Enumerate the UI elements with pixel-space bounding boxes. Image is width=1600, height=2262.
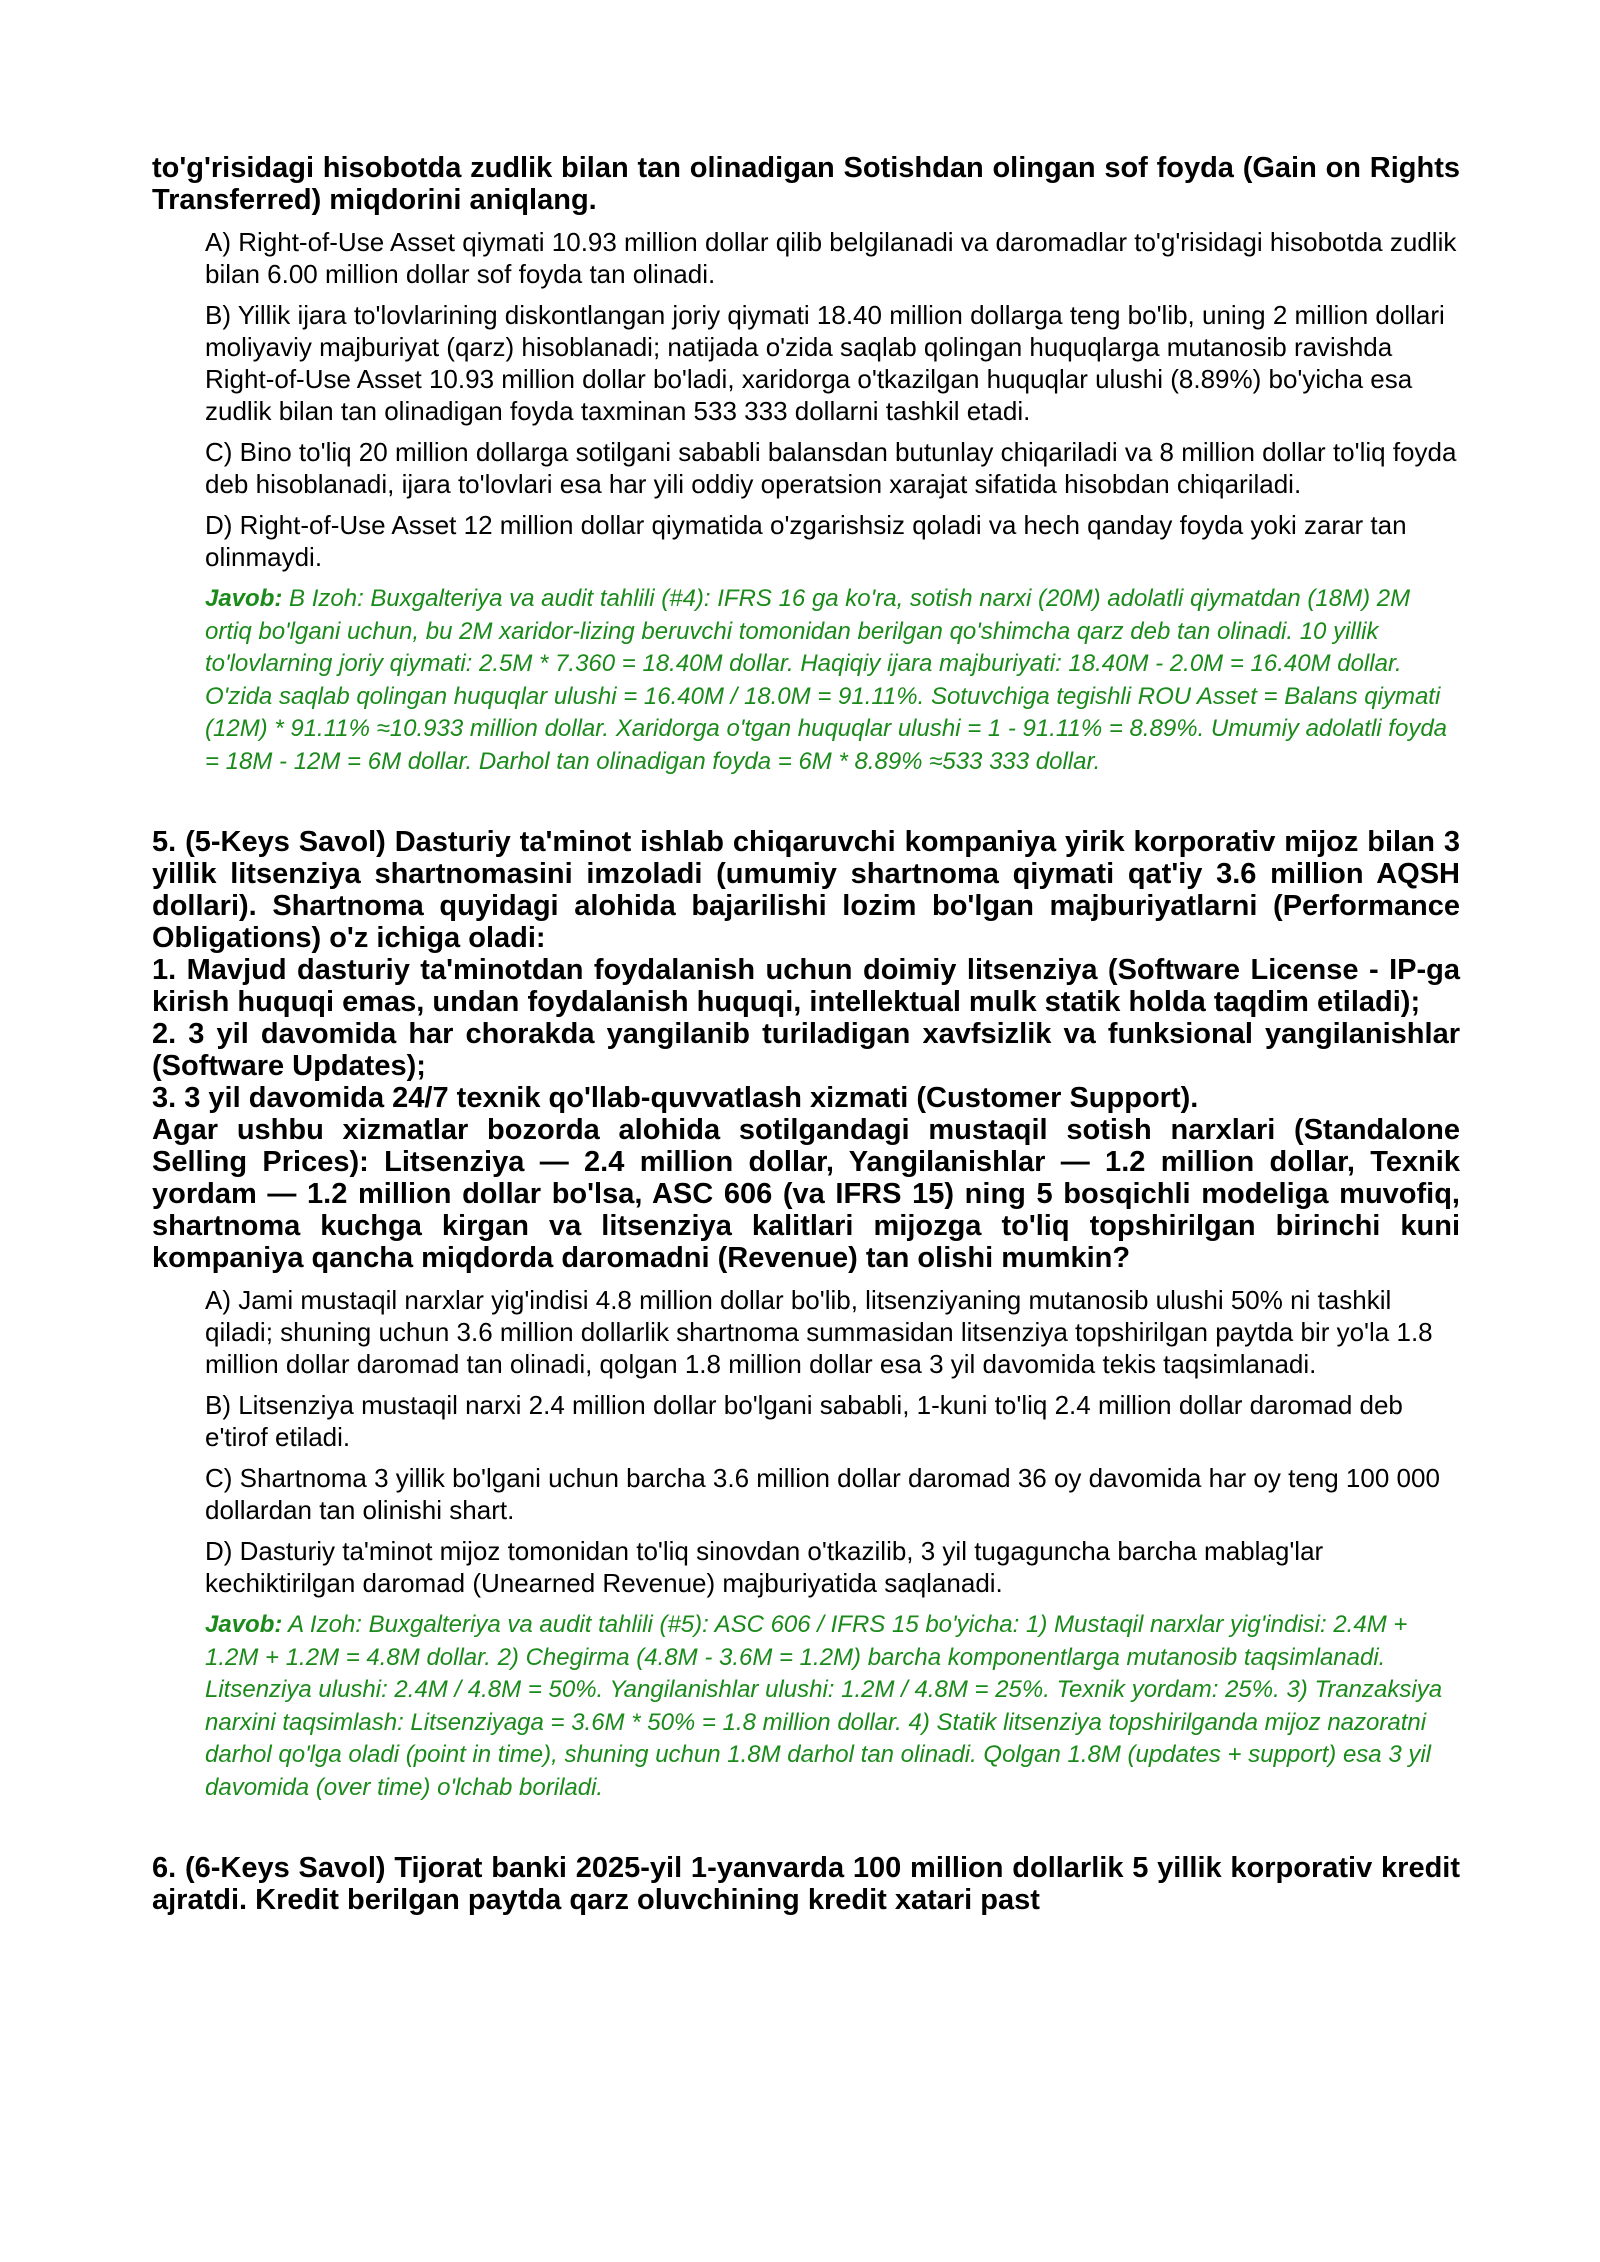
option-b: B) Litsenziya mustaqil narxi 2.4 million dollar bo'lgani sababli, 1-kuni to'liq 2.4 million dollar daromad deb e'tirof etiladi.	[205, 1390, 1403, 1452]
option-c: C) Bino to'liq 20 million dollarga sotilgani sababli balansdan butunlay chiqariladi va 8 million dollar to'liq foyda deb hisoblanadi, ijara to'lovlari esa har yili oddiy operatsion xarajat sifatida hisobdan chiqariladi.	[205, 437, 1457, 499]
option-a: A) Jami mustaqil narxlar yig'indisi 4.8 million dollar bo'lib, litsenziyaning mutanosib ulushi 50% ni tashkil qiladi; shuning uchun 3.6 million dollarlik shartnoma summasidan litsenziya topshirilgan paytda bir yo'la 1.8 million dollar daromad tan olinadi, qolgan 1.8 million dollar esa 3 yil davomida tekis taqsimlanadi.	[205, 1285, 1433, 1379]
question-5	[152, 826, 1460, 1804]
question-4	[152, 152, 1460, 778]
question-4-stem: to'g'risidagi hisobotda zudlik bilan tan olinadigan Sotishdan olingan sof foyda (Gain on Rights Transferred) miqdorini aniqlang.	[152, 152, 1460, 216]
question-5-intro: 5. (5-Keys Savol) Dasturiy ta'minot ishlab chiqaruvchi kompaniya yirik korporativ mijoz bilan 3 yillik litsenziya shartnomasini imzoladi (umumiy shartnoma qiymati qat'iy 3.6 million AQSH dollari). Shartnoma quyidagi alohida bajarilishi lozim bo'lgan majburiyatlarni (Performance Obligations) o'z ichiga oladi:	[152, 826, 1460, 954]
question-5-item-3: 3. 3 yil davomida 24/7 texnik qo'llab-quvvatlash xizmati (Customer Support).	[152, 1082, 1199, 1114]
option-c: C) Shartnoma 3 yillik bo'lgani uchun barcha 3.6 million dollar daromad 36 oy davomida har oy teng 100 000 dollardan tan olinishi shart.	[205, 1463, 1440, 1525]
question-5-options	[205, 1284, 1460, 1804]
answer-text: B Izoh: Buxgalteriya va audit tahlili (#4): IFRS 16 ga ko'ra, sotish narxi (20M) adolatli qiymatdan (18M) 2M ortiq bo'lgani uchun, bu 2M xaridor-lizing beruvchi tomonidan berilgan qo'shimcha qarz deb tan olinadi. 10 yillik to'lovlarning joriy qiymati: 2.5M * 7.360 = 18.40M dollar. Haqiqiy ijara majburiyati: 18.40M - 2.0M = 16.40M dollar. O'zida saqlab qolingan huquqlar ulushi = 16.40M / 18.0M = 91.11%. Sotuvchiga tegishli ROU Asset = Balans qiymati (12M) * 91.11% ≈10.933 million dollar. Xaridorga o'tgan huquqlar ulushi = 1 - 91.11% = 8.89%. Umumiy adolatli foyda = 18M - 12M = 6M dollar. Darhol tan olinadigan foyda = 6M * 8.89% ≈533 333 dollar.	[205, 585, 1448, 775]
option-a: A) Right-of-Use Asset qiymati 10.93 million dollar qilib belgilanadi va daromadlar to'g'risidagi hisobotda zudlik bilan 6.00 million dollar sof foyda tan olinadi.	[205, 227, 1457, 289]
question-6	[152, 1852, 1460, 1916]
question-5-item-2: 2. 3 yil davomida har chorakda yangilanib turiladigan xavfsizlik va funksional yangilanishlar (Software Updates);	[152, 1018, 1460, 1082]
question-6-stem: 6. (6-Keys Savol) Tijorat banki 2025-yil 1-yanvarda 100 million dollarlik 5 yillik korporativ kredit ajratdi. Kredit berilgan paytda qarz oluvchining kredit xatari past	[152, 1852, 1460, 1916]
answer-text: A Izoh: Buxgalteriya va audit tahlili (#5): ASC 606 / IFRS 15 bo'yicha: 1) Mustaqil narxlar yig'indisi: 2.4M + 1.2M + 1.2M = 4.8M dollar. 2) Chegirma (4.8M - 3.6M = 1.2M) barcha komponentlarga mutanosib taqsimlanadi. Litsenziya ulushi: 2.4M / 4.8M = 50%. Yangilanishlar ulushi: 1.2M / 4.8M = 25%. Texnik yordam: 25%. 3) Tranzaksiya narxini taqsimlash: Litsenziyaga = 3.6M * 50% = 1.8 million dollar. 4) Statik litsenziya topshirilganda mijoz nazoratni darhol qo'lga oladi (point in time), shuning uchun 1.8M darhol tan olinadi. Qolgan 1.8M (updates + support) esa 3 yil davomida (over time) o'lchab boriladi.	[205, 1611, 1443, 1801]
answer-explanation	[205, 1609, 1460, 1804]
option-b: B) Yillik ijara to'lovlarining diskontlangan joriy qiymati 18.40 million dollarga teng bo'lib, uning 2 million dollari moliyaviy majburiyat (qarz) hisoblanadi; natijada o'zida saqlab qolingan huquqlarga mutanosib ravishda Right-of-Use Asset 10.93 million dollar bo'ladi, xaridorga o'tkazilgan huquqlar ulushi (8.89%) bo'yicha esa zudlik bilan tan olinadigan foyda taxminan 533 333 dollarni tashkil etadi.	[205, 300, 1445, 426]
document-page	[152, 152, 1460, 1916]
answer-explanation	[205, 583, 1460, 778]
question-5-stem	[152, 826, 1460, 1274]
answer-label: Javob:	[205, 585, 283, 612]
option-d: D) Dasturiy ta'minot mijoz tomonidan to'liq sinovdan o'tkazilib, 3 yil tugaguncha barcha mablag'lar kechiktirilgan daromad (Unearned Revenue) majburiyatida saqlanadi.	[205, 1536, 1324, 1598]
question-5-ask: Agar ushbu xizmatlar bozorda alohida sotilgandagi mustaqil sotish narxlari (Standalone Selling Prices): Litsenziya — 2.4 million dollar, Yangilanishlar — 1.2 million dollar, Texnik yordam — 1.2 million dollar bo'lsa, ASC 606 (va IFRS 15) ning 5 bosqichli modeliga muvofiq, shartnoma kuchga kirgan va litsenziya kalitlari mijozga to'liq topshirilgan birinchi kuni kompaniya qancha miqdorda daromadni (Revenue) tan olishi mumkin?	[152, 1114, 1460, 1274]
answer-label: Javob:	[205, 1611, 283, 1638]
question-5-item-1: 1. Mavjud dasturiy ta'minotdan foydalanish uchun doimiy litsenziya (Software License - IP-ga kirish huquqi emas, undan foydalanish huquqi, intellektual mulk statik holda taqdim etiladi);	[152, 954, 1460, 1018]
option-d: D) Right-of-Use Asset 12 million dollar qiymatida o'zgarishsiz qoladi va hech qanday foyda yoki zarar tan olinmaydi.	[205, 510, 1407, 572]
question-4-options	[205, 226, 1460, 778]
